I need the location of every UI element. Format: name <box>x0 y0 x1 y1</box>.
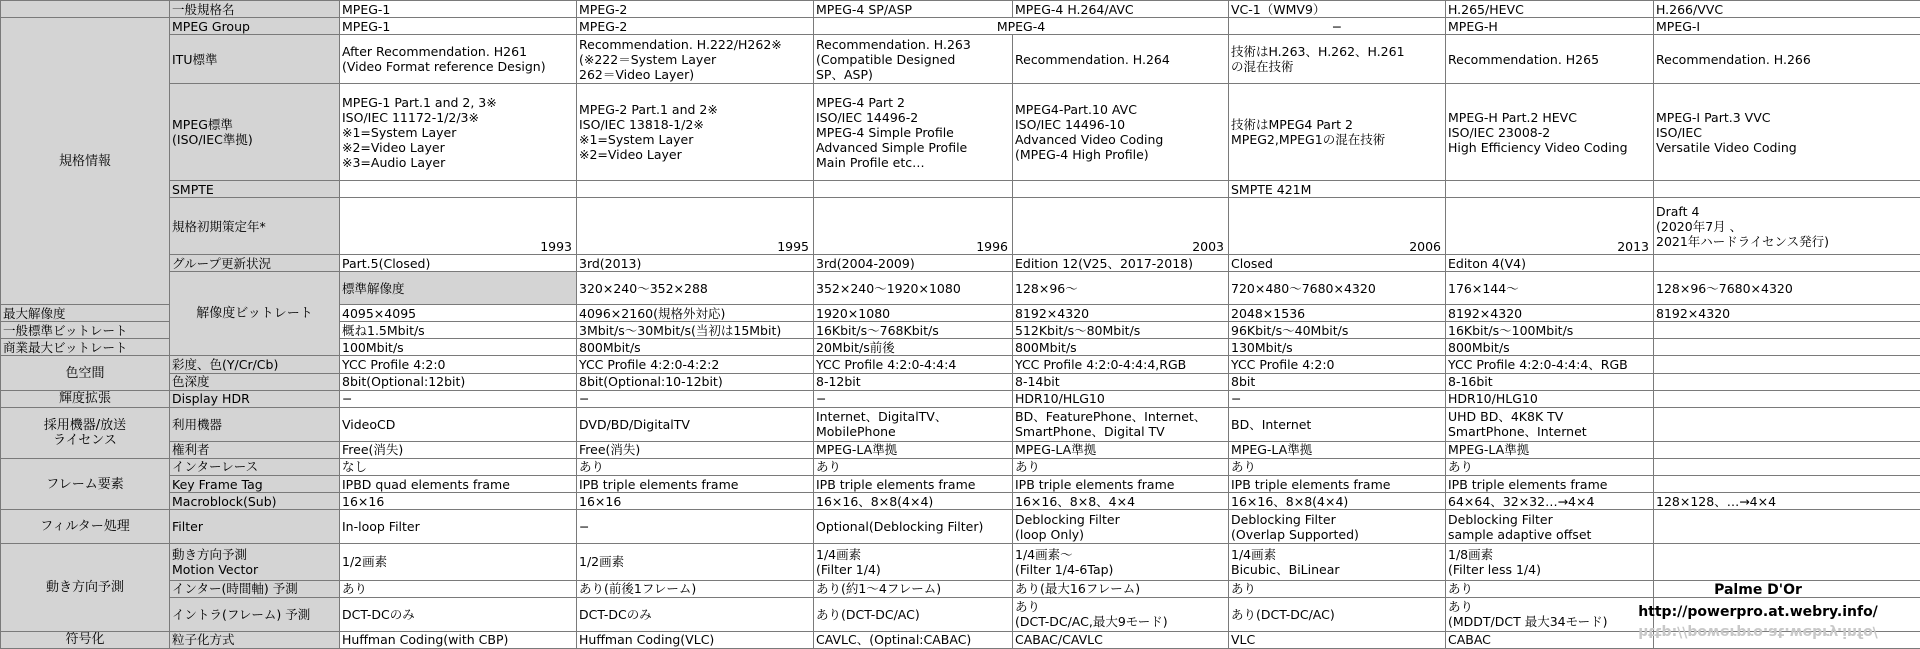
cell-avc: 8-14bit <box>1013 373 1229 390</box>
cell-vc1: あり(DCT-DC/AC) <box>1229 597 1446 631</box>
cell-vvc: Recommendation. H.266 <box>1654 35 1920 84</box>
cell-mpeg4-sp: 8-12bit <box>814 373 1013 390</box>
row-label: 彩度、色(Y/Cr/Cb) <box>170 356 340 373</box>
cell-mpeg4-sp: 128×96〜 <box>1013 272 1229 305</box>
cell-mpeg2: Recommendation. H.222/H262※ (※222＝System Layer 262＝Video Layer) <box>577 35 814 84</box>
watermark-url: http://powerpro.at.webry.info/ <box>1638 604 1878 620</box>
cell-mpeg4-sp: 16×16、8×8(4×4) <box>814 493 1013 510</box>
row-label: 規格初期策定年* <box>170 198 340 255</box>
cell-mpeg2: Free(消失) <box>577 441 814 458</box>
header-hevc: H.265/HEVC <box>1446 1 1654 18</box>
cell-vvc: Draft 4 (2020年7月 、 2021年ハードライセンス発行) <box>1654 198 1920 255</box>
table-row <box>1 407 1920 441</box>
cell-vc1: Deblocking Filter (Overlap Supported) <box>1229 510 1446 544</box>
cell-hevc: 64×64、32×32…→4×4 <box>1446 493 1654 510</box>
cell-mpeg4-sp: 20Mbit/s前後 <box>814 339 1013 356</box>
cell-vvc: MPEG-I Part.3 VVC ISO/IEC Versatile Video Coding <box>1654 84 1920 181</box>
cell-hevc: MPEG-LA準拠 <box>1446 441 1654 458</box>
category-filter: フィルター処理 <box>1 510 170 544</box>
cell-mpeg1: 4095×4095 <box>340 305 577 322</box>
cell-mpeg4-sp: 16Kbit/s〜768Kbit/s <box>814 322 1013 339</box>
cell-avc: HDR10/HLG10 <box>1013 390 1229 407</box>
cell-avc: あり(最大16フレーム) <box>1013 580 1229 597</box>
cell-vvc <box>1654 181 1920 198</box>
category-adoption: 採用機器/放送 ライセンス <box>1 407 170 458</box>
row-label: SMPTE <box>170 181 340 198</box>
cell-vc1: 1/4画素 Bicubic、BiLinear <box>1229 544 1446 580</box>
row-label: 動き方向予測 Motion Vector <box>170 544 340 580</box>
cell-hevc: YCC Profile 4:2:0-4:4:4、RGB <box>1446 356 1654 373</box>
cell-mpeg2: MPEG-2 Part.1 and 2※ ISO/IEC 13818-1/2※ ※1=System Layer ※2=Video Layer <box>577 84 814 181</box>
cell-vc1: 技術はH.263、H.262、H.261 の混在技術 <box>1229 35 1446 84</box>
row-label: 権利者 <box>170 441 340 458</box>
cell-mpeg1: VideoCD <box>340 407 577 441</box>
cell-vvc <box>1654 390 1920 407</box>
cell-mpeg2: あり(前後1フレーム) <box>577 580 814 597</box>
row-label: 粒子化方式 <box>170 631 340 648</box>
cell-mpeg2: IPB triple elements frame <box>577 476 814 493</box>
cell-vc1: BD、Internet <box>1229 407 1446 441</box>
cell-avc: 512Kbit/s〜80Mbit/s <box>1013 322 1229 339</box>
cell-avc: Edition 12(V25、2017-2018) <box>1013 255 1229 272</box>
table-row <box>1 18 1920 35</box>
table-row <box>1 390 1920 407</box>
cell-avc: あり <box>1013 458 1229 475</box>
cell-vc1: あり <box>1229 580 1446 597</box>
cell-mpeg1: Free(消失) <box>340 441 577 458</box>
category-resolution: 解像度ビットレート <box>170 272 340 356</box>
cell-vvc <box>1654 373 1920 390</box>
cell-hevc: 800Mbit/s <box>1446 339 1654 356</box>
cell-vvc <box>1654 322 1920 339</box>
cell-avc: BD、FeaturePhone、Internet、 SmartPhone、Digital TV <box>1013 407 1229 441</box>
cell-hevc: あり <box>1446 580 1654 597</box>
cell-vc1: 16×16、8×8(4×4) <box>1229 493 1446 510</box>
cell-vvc: MPEG-I <box>1654 18 1920 35</box>
table-row <box>1 84 1920 181</box>
cell-vc1: 176×144〜 <box>1446 272 1654 305</box>
header-mpeg4-sp-asp: MPEG-4 SP/ASP <box>814 1 1013 18</box>
cell-hevc: 128×96〜7680×4320 <box>1654 272 1920 305</box>
watermark-url-reflection: http://powerpro.at.webry.info/ <box>1638 624 1878 640</box>
cell-mpeg2: 800Mbit/s <box>577 339 814 356</box>
cell-mpeg4-sp: YCC Profile 4:2:0-4:4:4 <box>814 356 1013 373</box>
cell-avc: 800Mbit/s <box>1013 339 1229 356</box>
cell-mpeg1: 1993 <box>340 198 577 255</box>
cell-hevc: Recommendation. H265 <box>1446 35 1654 84</box>
cell-vvc <box>1654 510 1920 544</box>
cell-mpeg2: 3rd(2013) <box>577 255 814 272</box>
table-row <box>1 441 1920 458</box>
cell-mpeg2: 3Mbit/s〜30Mbit/s(当初は15Mbit) <box>577 322 814 339</box>
cell-mpeg2: YCC Profile 4:2:0-4:2:2 <box>577 356 814 373</box>
header-mpeg4-avc: MPEG-4 H.264/AVC <box>1013 1 1229 18</box>
cell-mpeg4-sp: Recommendation. H.263 (Compatible Designed SP、ASP) <box>814 35 1013 84</box>
cell-hevc: MPEG-H Part.2 HEVC ISO/IEC 23008-2 High Efficiency Video Coding <box>1446 84 1654 181</box>
cell-avc: CABAC/CAVLC <box>1013 631 1229 648</box>
row-label: 最大解像度 <box>1 305 170 322</box>
cell-mpeg1: あり <box>340 580 577 597</box>
cell-mpeg4-sp: 3rd(2004-2009) <box>814 255 1013 272</box>
cell-vc1: 130Mbit/s <box>1229 339 1446 356</box>
row-label: 商業最大ビットレート <box>1 339 170 356</box>
category-color-space: 色空間 <box>1 356 170 390</box>
cell-avc: IPB triple elements frame <box>1013 476 1229 493</box>
table-row <box>1 510 1920 544</box>
cell-mpeg4-sp: あり(約1〜4フレーム) <box>814 580 1013 597</box>
cell-vc1: Closed <box>1229 255 1446 272</box>
cell-vc1: VLC <box>1229 631 1446 648</box>
cell-avc: MPEG-LA準拠 <box>1013 441 1229 458</box>
table-row <box>1 544 1920 580</box>
cell-mpeg2 <box>577 181 814 198</box>
cell-vvc <box>1654 356 1920 373</box>
cell-mpeg4-sp: MPEG-LA準拠 <box>814 441 1013 458</box>
cell-hevc: IPB triple elements frame <box>1446 476 1654 493</box>
cell-mpeg4-sp: MPEG-4 Part 2 ISO/IEC 14496-2 MPEG-4 Simple Profile Advanced Simple Profile Main Profile etc… <box>814 84 1013 181</box>
cell-vc1: MPEG-LA準拠 <box>1229 441 1446 458</box>
cell-hevc: UHD BD、4K8K TV SmartPhone、Internet <box>1446 407 1654 441</box>
row-label: 利用機器 <box>170 407 340 441</box>
cell-mpeg2: 1995 <box>577 198 814 255</box>
cell-vvc <box>1654 458 1920 475</box>
cell-avc: MPEG4-Part.10 AVC ISO/IEC 14496-10 Advanced Video Coding (MPEG-4 High Profile) <box>1013 84 1229 181</box>
cell-mpeg1: 8bit(Optional:12bit) <box>340 373 577 390</box>
cell-mpeg1: 320×240〜352×288 <box>577 272 814 305</box>
cell-mpeg1: MPEG-1 <box>340 18 577 35</box>
cell-mpeg2: 352×240〜1920×1080 <box>814 272 1013 305</box>
header-vc1: VC-1（WMV9） <box>1229 1 1446 18</box>
category-coding: 符号化 <box>1 631 170 648</box>
cell-hevc: 8192×4320 <box>1446 305 1654 322</box>
cell-vc1: YCC Profile 4:2:0 <box>1229 356 1446 373</box>
cell-mpeg2: 16×16 <box>577 493 814 510</box>
cell-vc1: 8bit <box>1229 373 1446 390</box>
header-vvc: H.266/VVC <box>1654 1 1920 18</box>
cell-mpeg4-sp: Internet、DigitalTV、 MobilePhone <box>814 407 1013 441</box>
cell-hevc: 1/8画素 (Filter less 1/4) <box>1446 544 1654 580</box>
cell-mpeg1: 1/2画素 <box>340 544 577 580</box>
cell-mpeg1: 概ね1.5Mbit/s <box>340 322 577 339</box>
cell-avc: 720×480〜7680×4320 <box>1229 272 1446 305</box>
cell-mpeg1: − <box>340 390 577 407</box>
cell-hevc: Editon 4(V4) <box>1446 255 1654 272</box>
cell-mpeg2: 8bit(Optional:10-12bit) <box>577 373 814 390</box>
cell-vc1: 2006 <box>1229 198 1446 255</box>
row-label: Filter <box>170 510 340 544</box>
row-label: 標準解像度 <box>340 272 577 305</box>
row-label: 色深度 <box>170 373 340 390</box>
cell-mpeg4-sp: Optional(Deblocking Filter) <box>814 510 1013 544</box>
cell-vc1: 96Kbit/s〜40Mbit/s <box>1229 322 1446 339</box>
row-label: 一般標準ビットレート <box>1 322 170 339</box>
cell-mpeg4-sp: あり(DCT-DC/AC) <box>814 597 1013 631</box>
cell-mpeg2: Huffman Coding(VLC) <box>577 631 814 648</box>
cell-avc: Deblocking Filter (loop Only) <box>1013 510 1229 544</box>
cell-avc: YCC Profile 4:2:0-4:4:4,RGB <box>1013 356 1229 373</box>
row-label: Macroblock(Sub) <box>170 493 340 510</box>
cell-mpeg4-sp <box>814 181 1013 198</box>
table-row <box>1 255 1920 272</box>
category-motion: 動き方向予測 <box>1 544 170 632</box>
cell-vvc <box>1654 255 1920 272</box>
cell-hevc: HDR10/HLG10 <box>1446 390 1654 407</box>
cell-mpeg1: After Recommendation. H261 (Video Format reference Design) <box>340 35 577 84</box>
row-label: MPEG標準 (ISO/IEC準拠) <box>170 84 340 181</box>
corner-cell <box>1 1 170 18</box>
table-row <box>1 356 1920 373</box>
cell-mpeg2: − <box>577 390 814 407</box>
cell-hevc: あり (MDDT/DCT 最大34モード) <box>1446 597 1654 631</box>
cell-mpeg4-sp: CAVLC、(Optinal:CABAC) <box>814 631 1013 648</box>
cell-mpeg4-sp: あり <box>814 458 1013 475</box>
cell-avc: 1/4画素〜 (Filter 1/4-6Tap) <box>1013 544 1229 580</box>
cell-mpeg2: DVD/BD/DigitalTV <box>577 407 814 441</box>
cell-mpeg1: YCC Profile 4:2:0 <box>340 356 577 373</box>
cell-vc1: SMPTE 421M <box>1229 181 1446 198</box>
cell-mpeg4-sp: − <box>814 390 1013 407</box>
cell-vc1: 技術はMPEG4 Part 2 MPEG2,MPEG1の混在技術 <box>1229 84 1446 181</box>
cell-mpeg1: Part.5(Closed) <box>340 255 577 272</box>
row-label: インター(時間軸) 予測 <box>170 580 340 597</box>
cell-avc: 16×16、8×8、4×4 <box>1013 493 1229 510</box>
cell-mpeg1: IPBD quad elements frame <box>340 476 577 493</box>
cell-hevc: 16Kbit/s〜100Mbit/s <box>1446 322 1654 339</box>
cell-vvc: 128×128、…→4×4 <box>1654 493 1920 510</box>
cell-hevc: MPEG-H <box>1446 18 1654 35</box>
cell-hevc: 2013 <box>1446 198 1654 255</box>
cell-vvc <box>1654 339 1920 356</box>
cell-hevc: あり <box>1446 458 1654 475</box>
cell-avc: Recommendation. H.264 <box>1013 35 1229 84</box>
cell-avc: 2003 <box>1013 198 1229 255</box>
cell-mpeg1: In-loop Filter <box>340 510 577 544</box>
cell-mpeg1: なし <box>340 458 577 475</box>
category-spec-info: 規格情報 <box>1 18 170 305</box>
cell-vc1: 2048×1536 <box>1229 305 1446 322</box>
row-label: インターレース <box>170 458 340 475</box>
table-row <box>1 272 1920 305</box>
table-row <box>1 493 1920 510</box>
header-row <box>1 1 1920 18</box>
cell-vc1: あり <box>1229 458 1446 475</box>
table-row <box>1 181 1920 198</box>
table-row <box>1 35 1920 84</box>
cell-hevc: CABAC <box>1446 631 1654 648</box>
cell-mpeg1: 100Mbit/s <box>340 339 577 356</box>
cell-avc <box>1013 181 1229 198</box>
table-row <box>1 198 1920 255</box>
row-label: MPEG Group <box>170 18 340 35</box>
cell-mpeg4-sp: 1920×1080 <box>814 305 1013 322</box>
category-luminance: 輝度拡張 <box>1 390 170 407</box>
cell-mpeg1: 16×16 <box>340 493 577 510</box>
cell-mpeg2: 4096×2160(規格外対応) <box>577 305 814 322</box>
cell-mpeg4-sp: 1996 <box>814 198 1013 255</box>
cell-mpeg2: − <box>577 510 814 544</box>
row-label: イントラ(フレーム) 予測 <box>170 597 340 631</box>
cell-mpeg1: Huffman Coding(with CBP) <box>340 631 577 648</box>
watermark <box>1608 579 1908 641</box>
row-label: Key Frame Tag <box>170 476 340 493</box>
cell-mpeg4-sp: IPB triple elements frame <box>814 476 1013 493</box>
cell-avc: あり (DCT-DC/AC,最大9モード) <box>1013 597 1229 631</box>
watermark-name: Palme D'Or <box>1714 582 1802 598</box>
cell-vvc <box>1654 441 1920 458</box>
row-label: ITU標準 <box>170 35 340 84</box>
cell-vc1: − <box>1229 18 1446 35</box>
category-frame: フレーム要素 <box>1 458 170 509</box>
row-label: グループ更新状況 <box>170 255 340 272</box>
cell-mpeg1 <box>340 181 577 198</box>
cell-avc: 8192×4320 <box>1013 305 1229 322</box>
cell-hevc: Deblocking Filter sample adaptive offset <box>1446 510 1654 544</box>
cell-mpeg4: MPEG-4 <box>814 18 1229 35</box>
header-mpeg1: MPEG-1 <box>340 1 577 18</box>
header-general-name: 一般規格名 <box>170 1 340 18</box>
cell-hevc: 8-16bit <box>1446 373 1654 390</box>
cell-vvc <box>1654 407 1920 441</box>
cell-mpeg1: MPEG-1 Part.1 and 2, 3※ ISO/IEC 11172-1/2/3※ ※1=System Layer ※2=Video Layer ※3=Audio Layer <box>340 84 577 181</box>
cell-mpeg4-sp: 1/4画素 (Filter 1/4) <box>814 544 1013 580</box>
cell-vc1: − <box>1229 390 1446 407</box>
cell-vvc <box>1654 476 1920 493</box>
cell-mpeg2: あり <box>577 458 814 475</box>
cell-mpeg1: DCT-DCのみ <box>340 597 577 631</box>
header-mpeg2: MPEG-2 <box>577 1 814 18</box>
cell-mpeg2: MPEG-2 <box>577 18 814 35</box>
cell-hevc <box>1446 181 1654 198</box>
cell-vvc <box>1654 544 1920 580</box>
cell-vc1: IPB triple elements frame <box>1229 476 1446 493</box>
cell-mpeg2: DCT-DCのみ <box>577 597 814 631</box>
row-label: Display HDR <box>170 390 340 407</box>
cell-vvc: 8192×4320 <box>1654 305 1920 322</box>
table-row <box>1 373 1920 390</box>
table-row <box>1 458 1920 475</box>
table-row <box>1 476 1920 493</box>
cell-mpeg2: 1/2画素 <box>577 544 814 580</box>
